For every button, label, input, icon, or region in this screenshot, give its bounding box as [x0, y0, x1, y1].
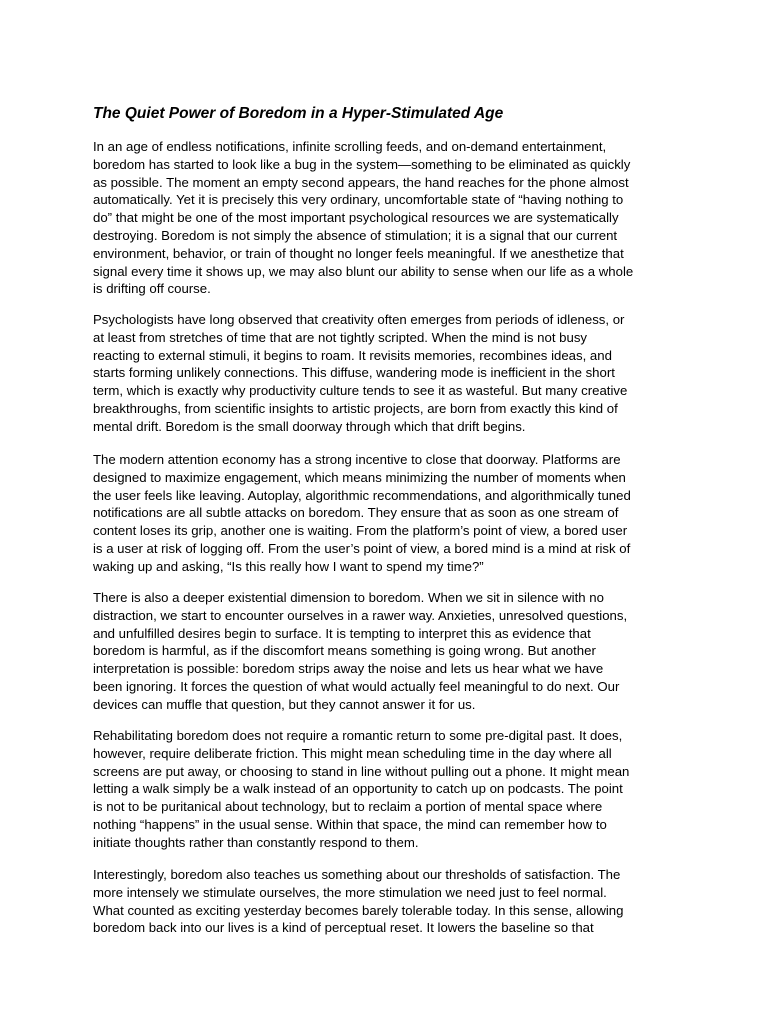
- text-line: notifications are all subtle attacks on boredom. They ensure that as soon as one stream of: [93, 505, 619, 521]
- text-line: destroying. Boredom is not simply the absence of stimulation; it is a signal that our current: [93, 227, 618, 243]
- text-line: starts forming unlikely connections. This diffuse, wandering mode is inefficient in the short: [93, 365, 615, 381]
- paragraph-5: [93, 727, 629, 852]
- text-line: interpretation is possible: boredom strips away the noise and lets us hear what we have: [93, 661, 604, 677]
- text-line: letting a walk simply be a walk instead of an opportunity to catch up on podcasts. The point: [93, 781, 623, 797]
- text-line: is not to be puritanical about technology, but to reclaim a portion of mental space where: [93, 799, 603, 815]
- text-line: environment, behavior, or train of thought no longer feels meaningful. If we anesthetize that: [93, 245, 624, 261]
- paragraph-6: [93, 866, 623, 937]
- text-line: and unfulfilled desires begin to surface. It is tempting to interpret this as evidence that: [93, 625, 591, 641]
- text-line: nothing “happens” in the usual sense. Within that space, the mind can remember how to: [93, 816, 607, 832]
- text-line: Psychologists have long observed that creativity often emerges from periods of idleness, or: [93, 312, 625, 327]
- text-line: the user feels like leaving. Autoplay, algorithmic recommendations, and algorithmically tuned: [93, 487, 631, 503]
- text-line: at least from stretches of time that are not tightly scripted. When the mind is not busy: [93, 329, 588, 345]
- text-line: There is also a deeper existential dimension to boredom. When we sit in silence with no: [93, 590, 604, 605]
- text-line: do” that might be one of the most important psychological resources we are systematically: [93, 210, 619, 226]
- paragraph-2: [93, 311, 627, 436]
- text-line: however, require deliberate friction. This might mean scheduling time in the day where all: [93, 745, 612, 761]
- text-line: devices can muffle that question, but they cannot answer it for us.: [93, 696, 476, 712]
- text-line: designed to maximize engagement, which means minimizing the number of moments when: [93, 469, 626, 485]
- text-line: automatically. Yet it is precisely this very ordinary, uncomfortable state of “having nothing to: [93, 192, 624, 208]
- text-line: is drifting off course.: [93, 281, 211, 297]
- text-line: as possible. The moment an empty second appears, the hand reaches for the phone almost: [93, 174, 629, 190]
- text-line: more intensely we stimulate ourselves, the more stimulation we need just to feel normal.: [93, 884, 607, 900]
- text-line: The modern attention economy has a strong incentive to close that doorway. Platforms are: [93, 452, 621, 467]
- text-line: been ignoring. It forces the question of what would actually feel meaningful to do next. Our: [93, 678, 620, 694]
- text-line: boredom is harmful, as if the discomfort means something is going wrong. But another: [93, 643, 596, 659]
- paragraph-1: [93, 138, 633, 298]
- text-line: distraction, we start to encounter ourselves in a rawer way. Anxieties, unresolved questions,: [93, 607, 628, 623]
- text-line: In an age of endless notifications, infinite scrolling feeds, and on-demand entertainment,: [93, 139, 607, 154]
- text-line: term, which is exactly why productivity culture tends to see it as wasteful. But many creative: [93, 383, 628, 399]
- text-line: is a user at risk of logging off. From the user’s point of view, a bored mind is a mind at risk of: [93, 540, 631, 556]
- text-line: Interestingly, boredom also teaches us something about our thresholds of satisfaction. The: [93, 867, 621, 882]
- text-line: waking up and asking, “Is this really how I want to spend my time?”: [93, 558, 484, 574]
- text-line: What counted as exciting yesterday becomes barely tolerable today. In this sense, allowing: [93, 902, 624, 918]
- text-line: screens are put away, or choosing to stand in line without pulling out a phone. It might mean: [93, 763, 630, 779]
- text-line: signal every time it shows up, we may also blunt our ability to sense when our life as a whole: [93, 263, 634, 279]
- paragraph-3: [93, 451, 631, 576]
- text-line: boredom back into our lives is a kind of perceptual reset. It lowers the baseline so that: [93, 920, 594, 936]
- text-line: reacting to external stimuli, it begins to roam. It revisits memories, recombines ideas, and: [93, 347, 612, 363]
- text-line: content loses its grip, another one is waiting. From the platform’s point of view, a bored user: [93, 523, 628, 539]
- text-line: initiate thoughts rather than constantly respond to them.: [93, 834, 419, 850]
- text-line: boredom has started to look like a bug in the system—something to be eliminated as quickly: [93, 156, 631, 172]
- text-line: breakthroughs, from scientific insights to artistic projects, are born from exactly this kind of: [93, 400, 618, 416]
- paragraph-4: [93, 589, 627, 714]
- document-title: The Quiet Power of Boredom in a Hyper-Stimulated Age: [93, 105, 504, 122]
- text-line: mental drift. Boredom is the small doorway through which that drift begins.: [93, 418, 526, 434]
- text-line: Rehabilitating boredom does not require a romantic return to some pre-digital past. It does,: [93, 728, 623, 743]
